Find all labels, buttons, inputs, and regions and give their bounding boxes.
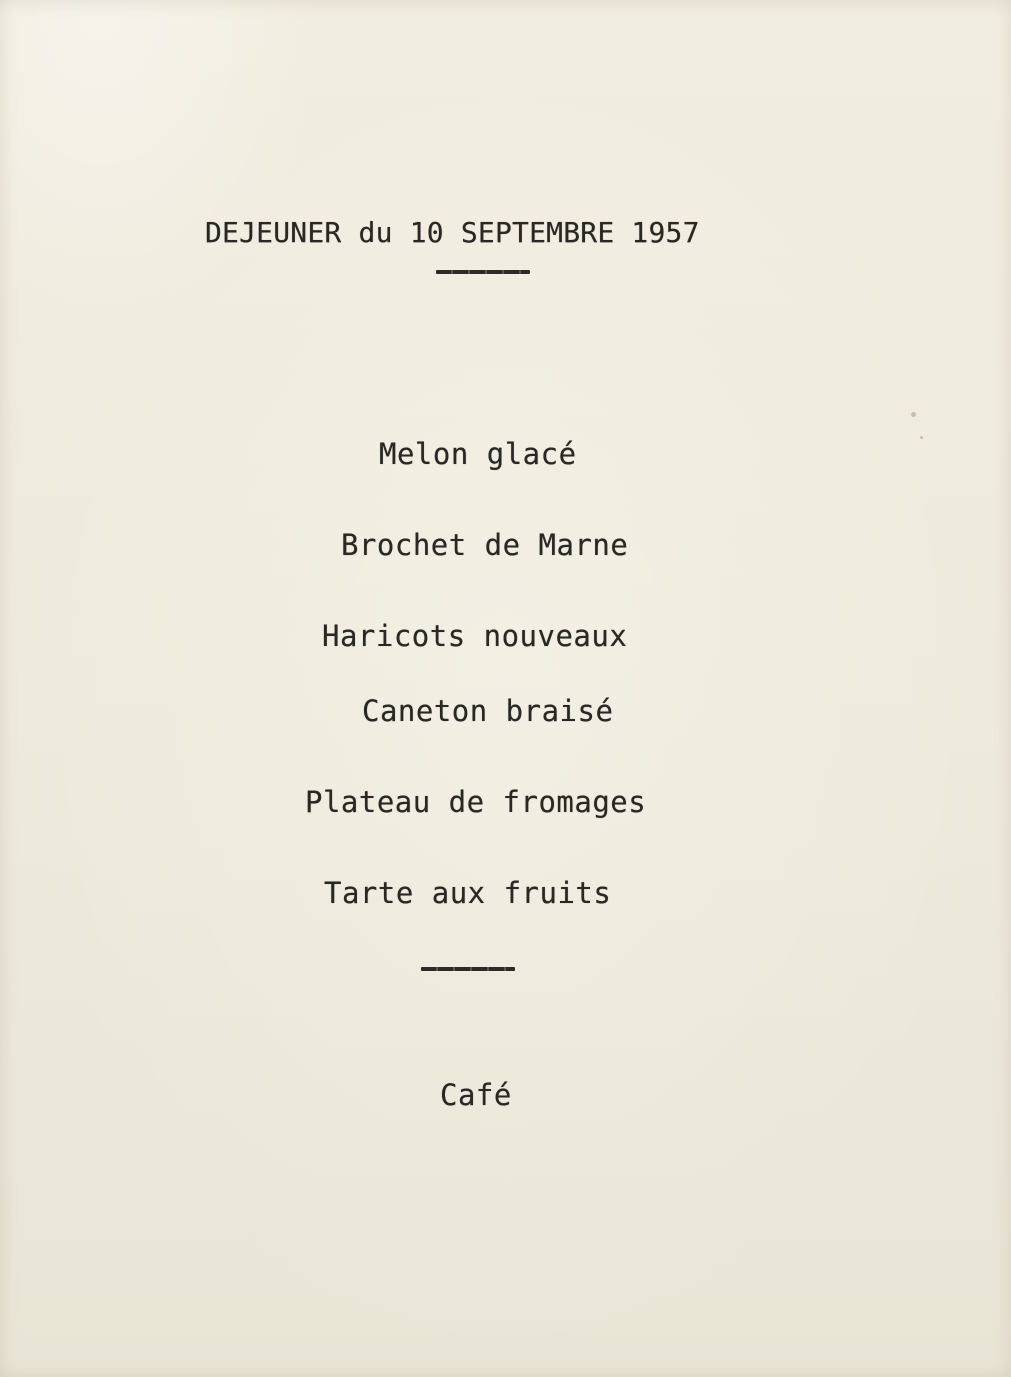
- dish-item: Brochet de Marne: [341, 528, 629, 562]
- paper-speck: [920, 436, 923, 439]
- dish-item: Caneton braisé: [362, 694, 614, 728]
- dish-item: Melon glacé: [379, 437, 577, 471]
- menu-title: DEJEUNER du 10 SEPTEMBRE 1957: [205, 216, 700, 249]
- dish-item: Haricots nouveaux: [322, 619, 628, 653]
- paper-speck: [911, 412, 916, 417]
- coffee-item: Café: [440, 1078, 512, 1112]
- title-divider: [436, 270, 530, 274]
- dessert-divider: [421, 967, 515, 971]
- dish-item: Tarte aux fruits: [324, 876, 612, 910]
- dish-item: Plateau de fromages: [305, 785, 647, 819]
